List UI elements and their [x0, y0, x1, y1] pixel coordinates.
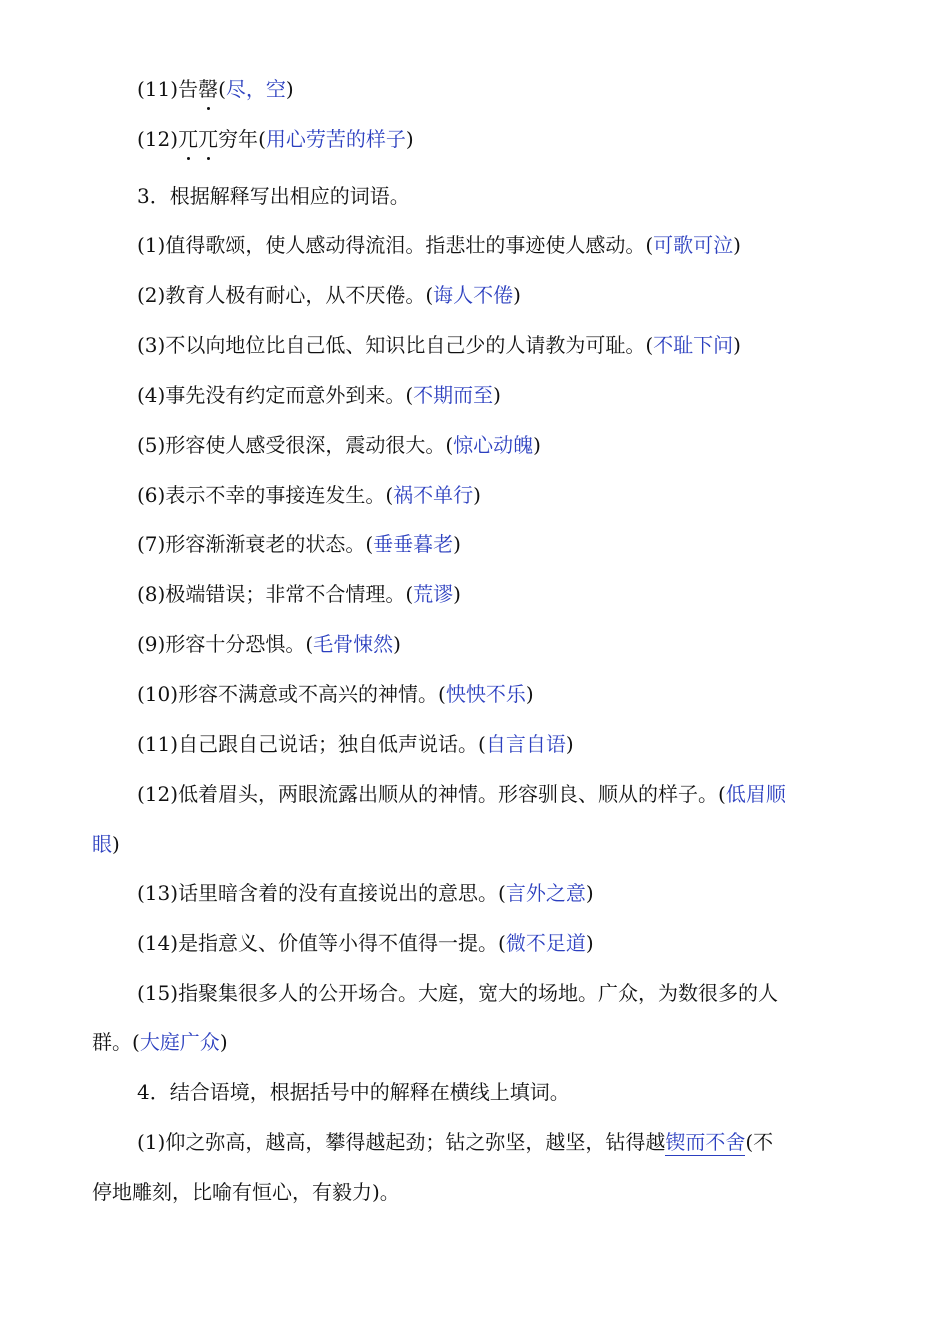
q3-item-13: (13)话里暗含着的没有直接说出的意思。(言外之意) [137, 881, 594, 905]
item-text: 形容使人感受很深，震动很大。( [165, 433, 454, 457]
item-text: 事先没有约定而意外到来。( [165, 383, 414, 407]
list-item [137, 681, 534, 707]
item-close: ) [493, 383, 501, 407]
answer-text: 大庭广众 [139, 1030, 220, 1054]
item-close: ) [393, 632, 401, 656]
question-number: 3． [137, 184, 170, 208]
list-item [137, 581, 461, 607]
list-item [137, 432, 541, 458]
list-item [137, 382, 501, 408]
item-text: 表示不幸的事接连发生。( [165, 483, 394, 507]
item-close: ) [453, 582, 461, 606]
item-close: ) [453, 532, 461, 556]
q3-item-15: (15)指聚集很多人的公开场合。大庭，宽大的场地。广众，为数很多的人 [137, 981, 779, 1005]
item-number: (5) [137, 433, 166, 457]
item-close: ) [533, 433, 541, 457]
q2-item-12: (12)兀兀穷年(用心劳苦的样子) [137, 127, 414, 151]
list-item [137, 631, 401, 657]
answer-text: 用心劳苦的样子 [265, 127, 406, 151]
answer-text: 惊心动魄 [453, 433, 534, 457]
item-text: 值得歌颂，使人感动得流泪。指悲壮的事迹使人感动。( [165, 233, 654, 257]
item-close: ) [733, 233, 741, 257]
item-text: 形容渐渐衰老的状态。( [165, 532, 374, 556]
emphasis-dot-char: 罄 [198, 77, 219, 101]
item-close: ) [525, 682, 534, 706]
answer-text: 低眉顺 [725, 782, 786, 806]
answer-text: 眼 [92, 832, 112, 856]
item-number: (11) [137, 732, 179, 756]
answer-text: 不期而至 [413, 383, 494, 407]
item-text: 形容十分恐惧。( [165, 632, 314, 656]
answer-text: 自言自语 [485, 732, 566, 756]
filled-blank-answer: 锲而不舍 [665, 1130, 746, 1154]
list-item [137, 531, 461, 557]
item-number: (7) [137, 532, 166, 556]
q3-item-12: (12)低着眉头，两眼流露出顺从的神情。形容驯良、顺从的样子。(低眉顺 [137, 782, 786, 806]
answer-text: 言外之意 [505, 881, 586, 905]
answer-text: 尽，空 [225, 77, 286, 101]
answer-text: 荒谬 [413, 582, 454, 606]
item-number: (4) [137, 383, 166, 407]
list-item [137, 731, 574, 757]
list-item [137, 332, 741, 358]
answer-text: 不耻下问 [653, 333, 734, 357]
item-number: (2) [137, 283, 166, 307]
q3-item-14: (14)是指意义、价值等小得不值得一提。(微不足道) [137, 931, 594, 955]
item-text: 极端错误；非常不合情理。( [165, 582, 414, 606]
q4-item-1-cont: 停地雕刻，比喻有恒心，有毅力)。 [92, 1180, 400, 1204]
item-text: 自己跟自己说话；独自低声说话。( [178, 732, 486, 756]
item-text: 形容不满意或不高兴的神情。( [178, 682, 446, 706]
q3-item-15-cont: 群。(大庭广众) [92, 1030, 228, 1054]
answer-text: 可歌可泣 [653, 233, 734, 257]
q3-heading [137, 183, 410, 209]
item-close: ) [733, 333, 741, 357]
answer-text: 诲人不倦 [433, 283, 514, 307]
item-number: (8) [137, 582, 166, 606]
answer-text: 垂垂暮老 [373, 532, 454, 556]
list-item [137, 482, 481, 508]
item-text: 教育人极有耐心，从不厌倦。( [165, 283, 434, 307]
item-close: ) [565, 732, 574, 756]
item-number: (6) [137, 483, 166, 507]
item-number: (10) [137, 682, 179, 706]
question-title: 根据解释写出相应的词语。 [169, 184, 410, 208]
answer-text: 祸不单行 [393, 483, 474, 507]
q2-item-11: (11)告罄(尽，空) [137, 77, 294, 101]
emphasis-dot-char: 兀 [178, 127, 199, 151]
answer-text: 微不足道 [505, 931, 586, 955]
item-number: (9) [137, 632, 166, 656]
q4-item-1: (1)仰之弥高，越高，攀得越起劲；钻之弥坚，越坚，钻得越锲而不舍(不 [137, 1130, 774, 1154]
item-number: (1) [137, 233, 166, 257]
item-text: 不以向地位比自己低、知识比自己少的人请教为可耻。( [165, 333, 654, 357]
emphasis-dot-char: 兀 [198, 127, 219, 151]
item-close: ) [513, 283, 521, 307]
q3-item-12-cont: 眼) [92, 832, 120, 856]
item-number: (3) [137, 333, 166, 357]
item-close: ) [473, 483, 481, 507]
answer-text: 怏怏不乐 [445, 682, 526, 706]
question-number: 4． [137, 1080, 170, 1104]
q4-heading [137, 1079, 570, 1105]
list-item [137, 232, 741, 258]
question-title: 结合语境，根据括号中的解释在横线上填词。 [169, 1080, 570, 1104]
list-item [137, 282, 521, 308]
answer-text: 毛骨悚然 [313, 632, 394, 656]
